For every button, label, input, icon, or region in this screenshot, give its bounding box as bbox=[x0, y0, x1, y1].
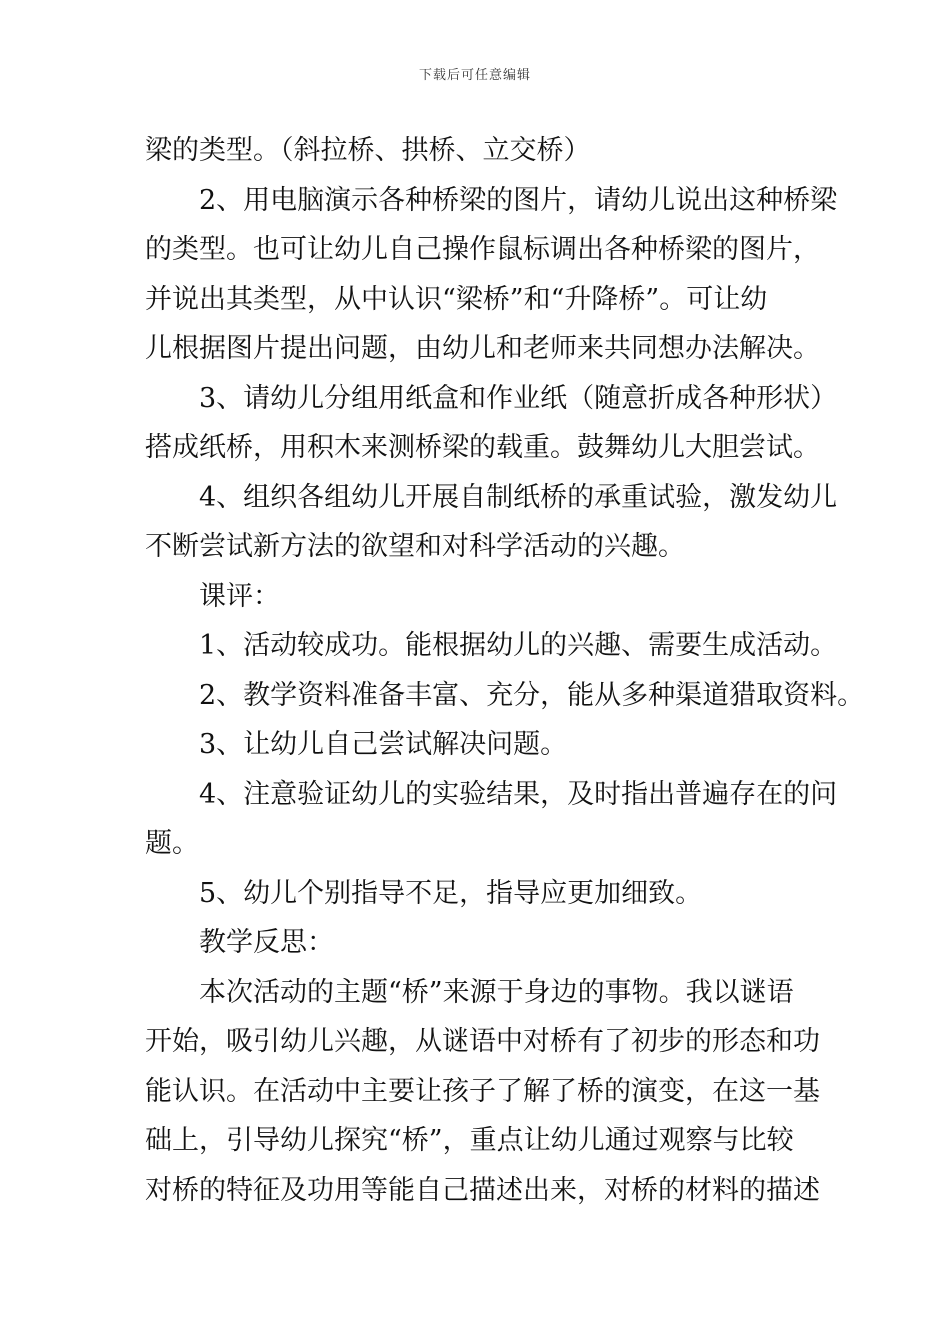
document-body bbox=[145, 126, 865, 1215]
text-line: 搭成纸桥，用积木来测桥梁的载重。鼓舞幼儿大胆尝试。 bbox=[145, 432, 820, 463]
text-line: 本次活动的主题“桥”来源于身边的事物。我以谜语 bbox=[199, 976, 794, 1008]
text-line: 能认识。在活动中主要让孩子了解了桥的演变，在这一基 bbox=[145, 1075, 820, 1107]
text-line: 2、教学资料准备丰富、充分，能从多种渠道猎取资料。 bbox=[199, 679, 865, 711]
page-header: 下载后可任意编辑 bbox=[418, 68, 531, 83]
section-heading: 教学反思： bbox=[199, 927, 334, 958]
text-line: 并说出其类型，从中认识“梁桥”和“升降桥”。可让幼 bbox=[145, 283, 768, 315]
section-heading: 课评： bbox=[199, 580, 280, 612]
text-line: 题。 bbox=[145, 828, 199, 859]
text-line: 对桥的特征及功用等能自己描述出来，对桥的材料的描述 bbox=[145, 1174, 820, 1206]
text-line: 2、用电脑演示各种桥梁的图片，请幼儿说出这种桥梁 bbox=[199, 184, 838, 216]
text-line: 1、活动较成功。能根据幼儿的兴趣、需要生成活动。 bbox=[199, 630, 838, 661]
text-line: 5、幼儿个别指导不足，指导应更加细致。 bbox=[199, 877, 703, 909]
text-line: 3、请幼儿分组用纸盒和作业纸（随意折成各种形状） bbox=[199, 382, 838, 414]
text-line: 4、组织各组幼儿开展自制纸桥的承重试验，激发幼儿 bbox=[199, 481, 838, 513]
text-line: 不断尝试新方法的欲望和对科学活动的兴趣。 bbox=[145, 531, 685, 562]
text-line: 4、注意验证幼儿的实验结果，及时指出普遍存在的问 bbox=[199, 778, 838, 810]
text-line: 础上，引导幼儿探究“桥”，重点让幼儿通过观察与比较 bbox=[145, 1125, 794, 1156]
text-line: 儿根据图片提出问题，由幼儿和老师来共同想办法解决。 bbox=[145, 333, 820, 364]
text-line: 梁的类型。（斜拉桥、拱桥、立交桥） bbox=[145, 135, 591, 166]
text-line: 开始，吸引幼儿兴趣，从谜语中对桥有了初步的形态和功 bbox=[145, 1026, 820, 1057]
text-line: 的类型。也可让幼儿自己操作鼠标调出各种桥梁的图片， bbox=[145, 234, 820, 265]
text-line: 3、让幼儿自己尝试解决问题。 bbox=[199, 729, 568, 760]
